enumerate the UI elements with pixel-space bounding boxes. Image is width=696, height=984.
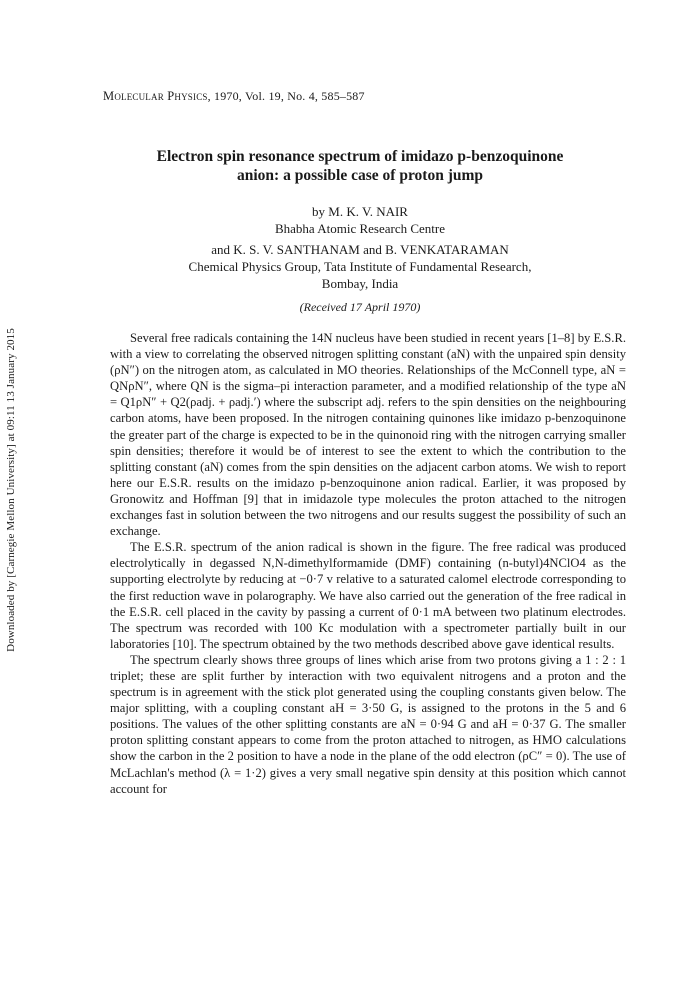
- journal-name: Molecular Physics: [103, 89, 208, 103]
- title-line-2: anion: a possible case of proton jump: [236, 167, 484, 184]
- paper-title: [90, 147, 630, 185]
- article-body: [110, 330, 626, 797]
- download-notice: [0, 0, 22, 984]
- affiliation-1: Bhabha Atomic Research Centre: [274, 221, 446, 236]
- received-date: [90, 299, 630, 316]
- affiliation-2: [90, 258, 630, 292]
- affiliation-2-line-1: Chemical Physics Group, Tata Institute of Fundamental Research,: [188, 259, 532, 274]
- journal-citation: , 1970, Vol. 19, No. 4, 585–587: [207, 89, 365, 103]
- authors-line-2: and K. S. V. SANTHANAM and B. VENKATARAMAN: [211, 242, 509, 257]
- body-paragraph-3: The spectrum clearly shows three groups of lines which arise from two protons giving a 1 : 2 : 1 triplet; these are split further by interaction with two equivalent nitrogens and a proton and the spectrum is in agreement with the stick plot generated using the coupling constants given below. The major splitting, with a coupling constant aH = 3·50 G, is assigned to the protons in the 5 and 6 positions. The values of the other splitting constants are aN = 0·94 G and aH = 0·37 G. The smaller proton splitting constant appears to come from the proton attached to nitrogen, as HMO calculations show the carbon in the 2 position to have a node in the plane of the odd electron (ρC″ = 0). The use of McLachlan's method (λ = 1·2) gives a very small negative spin density at this position which cannot account for: [110, 652, 626, 796]
- received-text: (Received 17 April 1970): [299, 300, 421, 314]
- title-line-1: Electron spin resonance spectrum of imidazo p-benzoquinone: [156, 148, 564, 165]
- affiliation-2-line-2: Bombay, India: [321, 276, 399, 291]
- body-paragraph-1: Several free radicals containing the 14N nucleus have been studied in recent years [1–8] by E.S.R. with a view to correlating the observed nitrogen splitting constant (aN) with the unpaired spin density (ρN″) on the nitrogen atom, as calculated in MO theories. Relationships of the McConnell type, aN = QNρN″, where QN is the sigma–pi interaction parameter, and a modified relationship of the type aN = Q1ρN″ + Q2(ρadj. + ρadj.′) where the subscript adj. refers to the spin densities on the neighbouring carbon atoms, have been proposed. In the nitrogen containing quinones like imidazo p-benzoquinone the greater part of the charge is expected to be in the quinonoid ring with the nitrogen carrying smaller spin densities; therefore it would be of interest to see the extent to which the contribution to the splitting constant (aN) comes from the spin densities on the adjacent carbon atoms. We wish to report here our E.S.R. results on the imidazo p-benzoquinone anion radical. Earlier, it was proposed by Gronowitz and Hoffman [9] that in imidazole type molecules the proton attached to the nitrogen exchanges fast in solution between the two nitrogens and our results suggest the possibility of such an exchange.: [110, 331, 626, 539]
- download-notice-text: Downloaded by [Carnegie Mellon University] at 09:11 13 January 2015: [5, 328, 17, 652]
- body-paragraph-2: The E.S.R. spectrum of the anion radical is shown in the figure. The free radical was produced electrolytically in degassed N,N-dimethylformamide (DMF) containing (n-butyl)4NClO4 as the supporting electrolyte by reducing at −0·7 v relative to a saturated calomel electrode corresponding to the first reduction wave in polarography. We have also carried out the generation of the free radical in the E.S.R. cell placed in the cavity by passing a current of 0·1 mA between two platinum electrodes. The spectrum was recorded with 100 Kc modulation with a spectrometer partially built in our laboratories [10]. The spectrum obtained by the two methods described above gave identical results.: [110, 540, 626, 651]
- authors-line-1: by M. K. V. NAIR: [312, 204, 408, 219]
- journal-header: [103, 89, 365, 104]
